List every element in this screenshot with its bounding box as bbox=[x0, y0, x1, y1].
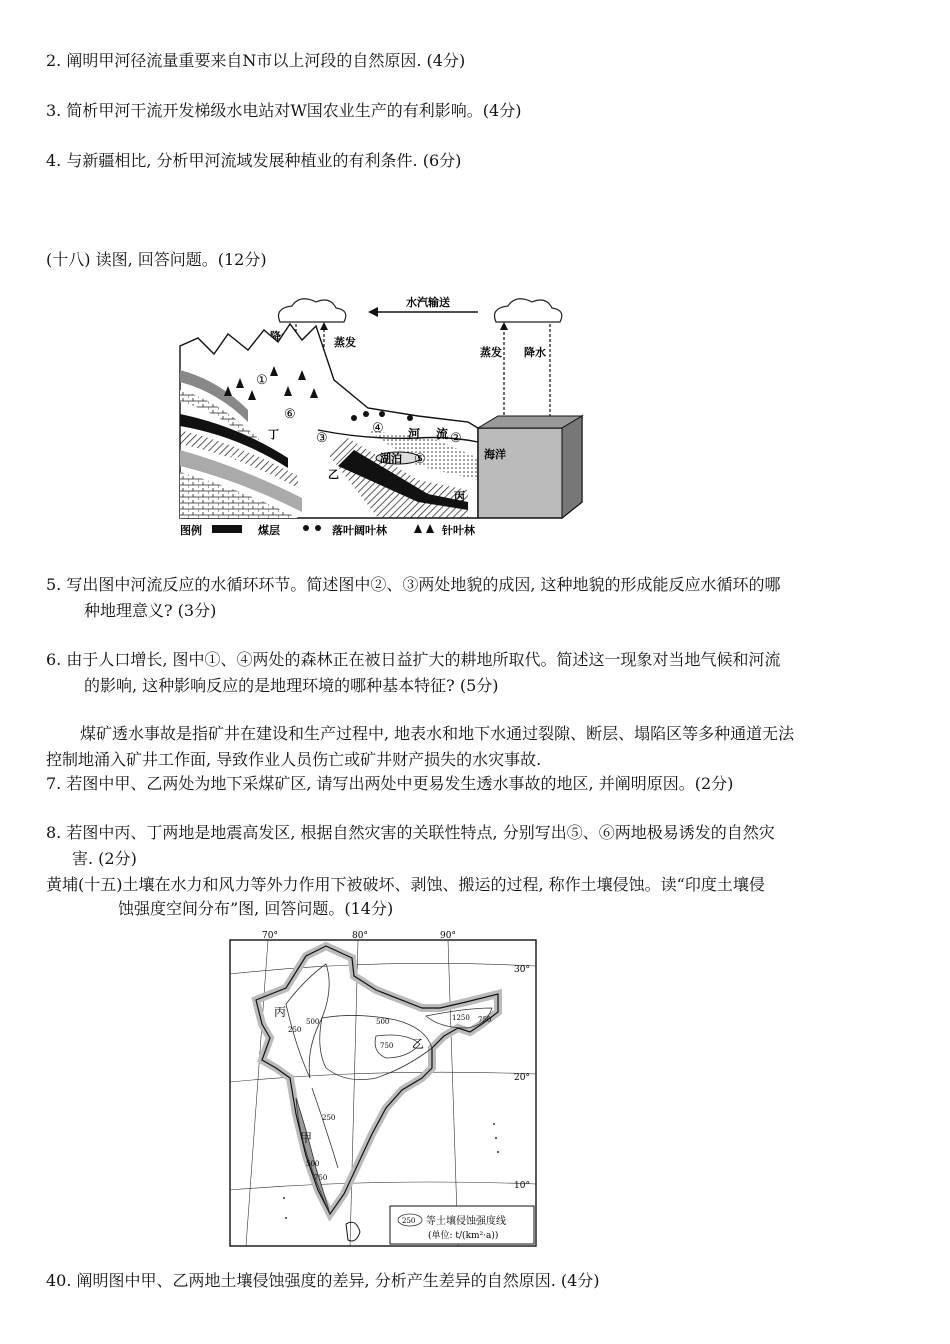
map-label-jia: 甲 bbox=[300, 1131, 313, 1145]
contour-250-b: 250 bbox=[322, 1114, 336, 1122]
contour-1250: 1250 bbox=[452, 1014, 470, 1022]
contour-250-a: 250 bbox=[288, 1026, 302, 1034]
label-n6: ⑥ bbox=[284, 407, 296, 422]
question-7: 7. 若图中甲、乙两处为地下采煤矿区, 请写出两处中更易发生透水事故的地区, 并阐明原因。(2分) bbox=[46, 774, 734, 793]
legend-sample-value: 250 bbox=[402, 1217, 416, 1225]
contour-500-b: 500 bbox=[376, 1018, 390, 1026]
question-8-line-1: 8. 若图中丙、丁两地是地震高发区, 根据自然灾害的关联性特点, 分别写出⑤、⑥两地极易诱发的自然灾 bbox=[46, 823, 775, 842]
evap-label-left: 蒸发 bbox=[334, 336, 356, 349]
coal-mine-paragraph-line-2: 控制地涌入矿井工作面, 导致作业人员伤亡或矿井财产损失的水灾事故. bbox=[46, 750, 542, 769]
label-bing: 丙 bbox=[454, 490, 465, 503]
section-18-title: (十八) 读图, 回答问题。(12分) bbox=[46, 250, 267, 269]
contour-750-b: 750 bbox=[478, 1016, 492, 1024]
legend-coal: 煤层 bbox=[258, 524, 280, 537]
question-40: 40. 阐明图中甲、乙两地土壤侵蚀强度的差异, 分析产生差异的自然原因. (4分) bbox=[46, 1271, 600, 1290]
legend-title: 图例 bbox=[180, 524, 202, 537]
coal-mine-paragraph-line-1: 煤矿透水事故是指矿井在建设和生产过程中, 地表水和地下水通过裂隙、断层、塌陷区等多种通道无法 bbox=[80, 724, 795, 743]
contour-500-a: 500 bbox=[306, 1018, 320, 1026]
lon-90: 90° bbox=[440, 931, 456, 941]
lat-20: 20° bbox=[514, 1073, 530, 1083]
label-n4: ④ bbox=[372, 421, 384, 436]
cloud-icon-right bbox=[495, 299, 562, 322]
question-4: 4. 与新疆相比, 分析甲河流域发展种植业的有利条件. (6分) bbox=[46, 151, 462, 170]
legend-conifer: 针叶林 bbox=[442, 524, 475, 537]
lon-80: 80° bbox=[352, 931, 368, 941]
question-5-line-2: 种地理意义? (3分) bbox=[84, 601, 217, 620]
label-ding: 丁 bbox=[268, 428, 279, 441]
label-n5: ⑤ bbox=[414, 452, 426, 467]
river-label-1: 河 bbox=[408, 427, 421, 441]
ocean-label: 海洋 bbox=[484, 448, 506, 461]
label-jia: 甲 bbox=[228, 454, 239, 467]
river-label-2: 流 bbox=[436, 427, 449, 441]
lat-10: 10° bbox=[514, 1181, 530, 1191]
evap-label-right: 蒸发 bbox=[480, 346, 502, 359]
question-8-line-2: 害. (2分) bbox=[72, 849, 137, 868]
question-2: 2. 阐明甲河径流量重要来自N市以上河段的自然原因. (4分) bbox=[46, 51, 466, 70]
legend-deciduous: 落叶阔叶林 bbox=[332, 524, 387, 537]
label-yi: 乙 bbox=[328, 468, 339, 481]
label-n3: ③ bbox=[316, 431, 328, 446]
vapor-transport-label: 水汽输送 bbox=[406, 296, 450, 309]
label-n2: ② bbox=[450, 431, 462, 446]
coal-swatch bbox=[212, 525, 242, 533]
india-soil-erosion-map bbox=[226, 928, 540, 1250]
question-5-line-1: 5. 写出图中河流反应的水循环环节。简述图中②、③两处地貌的成因, 这种地貌的形成能反应水循环的哪 bbox=[46, 575, 781, 594]
lon-70: 70° bbox=[262, 931, 278, 941]
question-6-line-2: 的影响, 这种影响反应的是地理环境的哪种基本特征? (5分) bbox=[84, 676, 499, 695]
section-15-intro-line-2: 蚀强度空间分布”图, 回答问题。(14分) bbox=[118, 899, 394, 918]
contour-750-c: 750 bbox=[314, 1174, 328, 1182]
legend-contour-label: 等土壤侵蚀强度线 bbox=[426, 1216, 506, 1227]
water-cycle-figure bbox=[178, 290, 584, 540]
label-n1: ① bbox=[256, 373, 268, 388]
question-3: 3. 简析甲河干流开发梯级水电站对W国农业生产的有利影响。(4分) bbox=[46, 101, 522, 120]
contour-750-a: 750 bbox=[380, 1042, 394, 1050]
precip-label-right: 降水 bbox=[524, 346, 546, 359]
section-15-intro-line-1: 黄埔(十五)土壤在水力和风力等外力作用下被破坏、剥蚀、搬运的过程, 称作土壤侵蚀。读“印度土壤侵 bbox=[46, 875, 765, 894]
map-label-bing: 丙 bbox=[274, 1005, 287, 1019]
cloud-icon-left bbox=[279, 299, 346, 322]
lake-label: 湖泊 bbox=[380, 452, 402, 465]
contour-500-c: 500 bbox=[306, 1160, 320, 1168]
legend-unit: (单位: t/(km²·a)) bbox=[428, 1231, 499, 1241]
map-label-yi: 乙 bbox=[412, 1037, 425, 1051]
question-6-line-1: 6. 由于人口增长, 图中①、④两处的森林正在被日益扩大的耕地所取代。简述这一现象对当地气候和河流 bbox=[46, 650, 781, 669]
lat-30: 30° bbox=[514, 965, 530, 975]
